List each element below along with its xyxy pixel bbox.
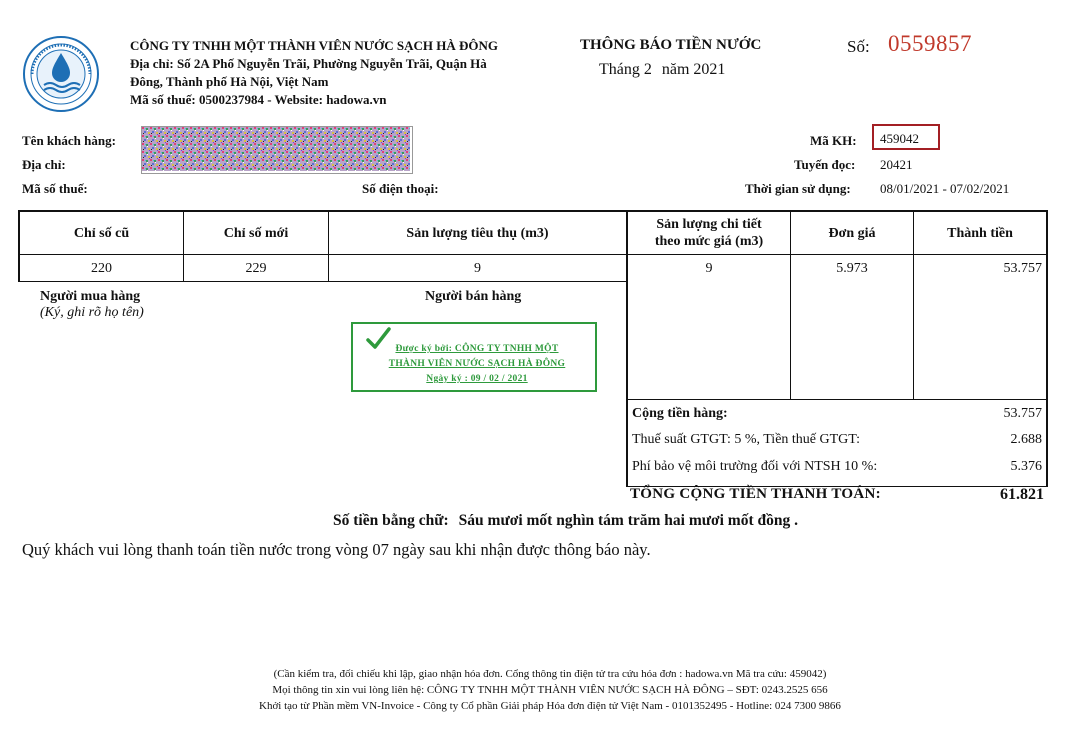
subtotal-value: 53.757 [1003, 406, 1042, 421]
cell-amount: 53.757 [1003, 261, 1042, 276]
company-tax-website: Mã số thuế: 0500237984 - Website: hadowa.vn [130, 92, 387, 107]
stamp-line2: THÀNH VIÊN NƯỚC SẠCH HÀ ĐÔNG [388, 359, 566, 369]
serial-label: Số: [847, 37, 870, 56]
company-address-line2: Đông, Thành phố Hà Nội, Việt Nam [130, 74, 329, 89]
header-new-index: Chỉ số mới [223, 225, 289, 241]
digital-signature-stamp [351, 322, 597, 392]
customer-name-label: Tên khách hàng: [22, 133, 116, 148]
cell-unit-price: 5.973 [836, 261, 868, 276]
cell-consumption: 9 [474, 261, 481, 276]
redaction-noise [142, 127, 410, 171]
payment-notice: Quý khách vui lòng thanh toán tiền nước trong vòng 07 ngày sau khi nhận được thông báo này. [22, 540, 651, 559]
vat-value: 2.688 [1010, 432, 1042, 447]
customer-code-label: Mã KH: [810, 133, 857, 148]
summary-divider-top [626, 399, 1048, 400]
header-consumption: Sản lượng tiêu thụ (m3) [406, 225, 549, 241]
amount-in-words-label: Số tiền bằng chữ: [333, 512, 449, 529]
usage-period-label: Thời gian sử dụng: [745, 181, 851, 196]
cell-detail: 9 [705, 261, 713, 276]
customer-code-value: 459042 [880, 131, 919, 146]
header-amount: Thành tiền [947, 225, 1013, 241]
serial-number: 0559857 [888, 31, 972, 56]
cell-new-index: 229 [245, 261, 267, 276]
redacted-customer-info [141, 126, 413, 174]
billing-period [599, 61, 735, 79]
table-border-right [1046, 210, 1048, 487]
route-label: Tuyến đọc: [794, 157, 856, 172]
usage-period-value: 08/01/2021 - 07/02/2021 [880, 181, 1010, 196]
footer-line1: (Cần kiểm tra, đối chiếu khi lập, giao nhận hóa đơn. Cổng thông tin điện tử tra cứu hóa đơn : hadowa.vn Mã tra cứu: 459042) [273, 668, 827, 680]
cell-old-index: 220 [91, 261, 112, 276]
company-name: CÔNG TY TNHH MỘT THÀNH VIÊN NƯỚC SẠCH HÀ ĐÔNG [130, 38, 499, 53]
company-block [130, 37, 550, 109]
buyer-label: Người mua hàng [40, 289, 141, 304]
water-company-logo-icon [22, 35, 100, 113]
grand-total-value: 61.821 [1000, 486, 1044, 503]
buyer-hint: (Ký, ghi rõ họ tên) [40, 305, 144, 320]
footer-line3: Khởi tạo từ Phần mềm VN-Invoice - Công ty Cổ phần Giải pháp Hóa đơn điện tử Việt Nam - 0101352495 - Hotline: 024 7300 9866 [259, 700, 841, 712]
customer-tax-label: Mã số thuế: [22, 181, 88, 196]
stamp-text [363, 342, 591, 387]
company-address-line1: Địa chỉ: Số 2A Phố Nguyễn Trãi, Phường Nguyễn Trãi, Quận Hà [130, 56, 487, 71]
footer-line2: Mọi thông tin xin vui lòng liên hệ: CÔNG TY TNHH MỘT THÀNH VIÊN NƯỚC SẠCH HÀ ĐÔNG – SĐT: 0243.2525 656 [272, 684, 828, 696]
customer-address-label: Địa chỉ: [22, 157, 66, 172]
env-fee-label: Phí bảo vệ môi trường đối với NTSH 10 %: [632, 459, 878, 474]
stamp-line3: Ngày ký : 09 / 02 / 2021 [426, 374, 528, 384]
document-title: THÔNG BÁO TIỀN NƯỚC [580, 37, 762, 53]
amount-in-words-value: Sáu mươi mốt nghìn tám trăm hai mươi mốt đồng . [458, 512, 798, 529]
stamp-line1: Được ký bởi: CÔNG TY TNHH MỘT [395, 344, 559, 354]
header-unit-price: Đơn giá [828, 225, 876, 241]
header-detail [628, 212, 790, 254]
customer-phone-label: Số điện thoại: [362, 181, 439, 196]
env-fee-value: 5.376 [1010, 459, 1042, 474]
route-value: 20421 [880, 157, 913, 172]
month-label: Tháng 2 [599, 61, 652, 78]
header-detail-line2: theo mức giá (m3) [654, 234, 764, 249]
subtotal-label: Cộng tiền hàng: [632, 406, 728, 421]
company-logo [22, 35, 100, 113]
table-row-divider [18, 281, 626, 282]
footer [200, 666, 900, 714]
year-label: năm 2021 [661, 61, 726, 78]
seller-label: Người bán hàng [425, 289, 522, 304]
header-detail-line1: Sản lượng chi tiết [656, 217, 762, 232]
header-old-index: Chỉ số cũ [73, 225, 130, 241]
grand-total-label: TỔNG CỘNG TIỀN THANH TOÁN: [630, 486, 881, 502]
table-header-divider [18, 254, 1048, 255]
vat-label: Thuế suất GTGT: 5 %, Tiền thuế GTGT: [632, 432, 861, 447]
amount-in-words [333, 512, 798, 530]
